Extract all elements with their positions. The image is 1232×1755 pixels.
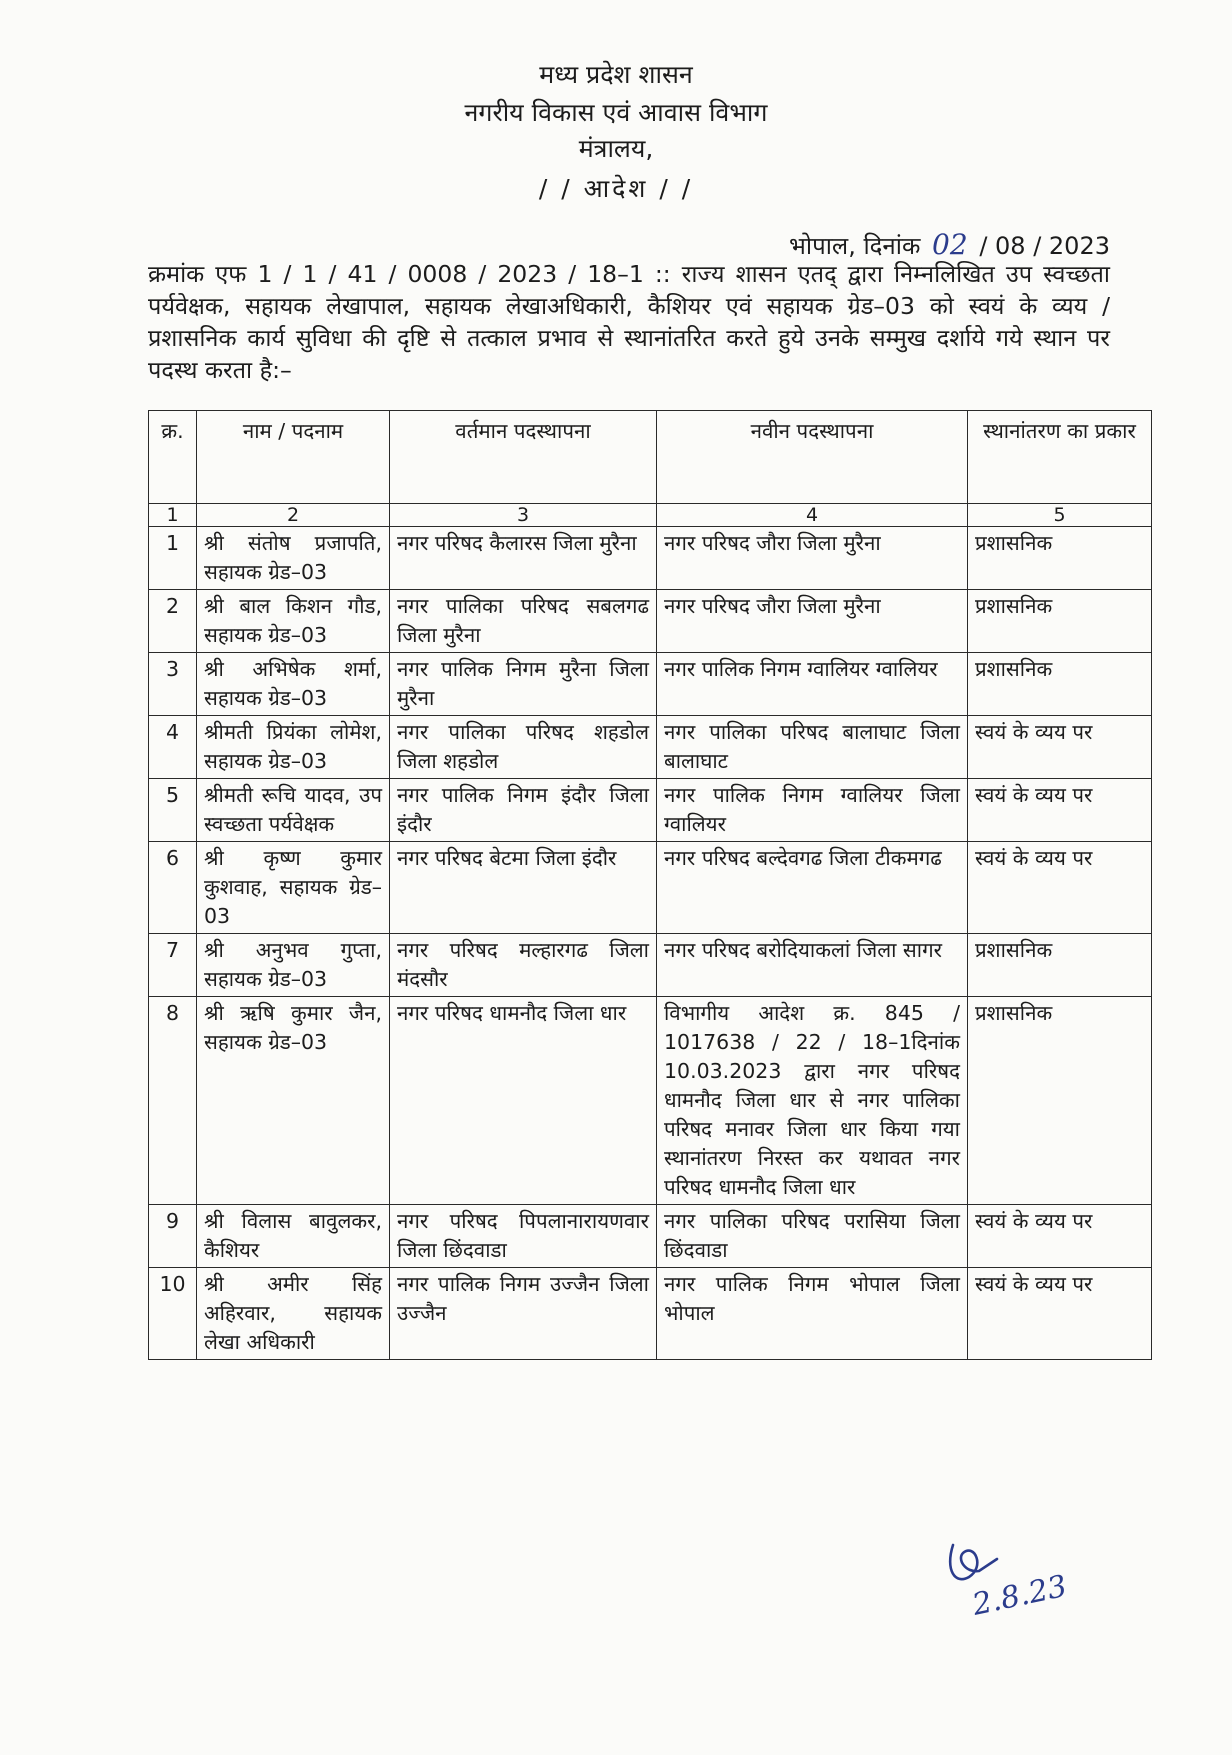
col-header-transfer-type: स्थानांतरण का प्रकार bbox=[968, 411, 1152, 504]
col-number: 3 bbox=[390, 504, 657, 527]
table-row bbox=[149, 653, 1152, 716]
row-transfer-type: प्रशासनिक bbox=[968, 590, 1152, 653]
row-name: श्री ऋषि कुमार जैन, सहायक ग्रेड–03 bbox=[197, 997, 390, 1205]
row-new-posting: नगर पालिक निगम ग्वालियर जिला ग्वालियर bbox=[657, 779, 968, 842]
row-new-posting: विभागीय आदेश क्र. 845 / 1017638 / 22 / 18–1दिनांक 10.03.2023 द्वारा नगर परिषद धामनौद जिला धार से नगर पालिका परिषद मनावर जिला धार किया गया स्थानांतरण निरस्त कर यथावत नगर परिषद धामनौद जिला धार bbox=[657, 997, 968, 1205]
table-row bbox=[149, 997, 1152, 1205]
row-name: श्री बाल किशन गौड, सहायक ग्रेड–03 bbox=[197, 590, 390, 653]
row-current-posting: नगर पालिका परिषद सबलगढ जिला मुरैना bbox=[390, 590, 657, 653]
row-current-posting: नगर पालिक निगम उज्जैन जिला उज्जैन bbox=[390, 1268, 657, 1360]
header-row bbox=[149, 411, 1152, 504]
order-heading: / / आदेश / / bbox=[538, 174, 694, 203]
row-new-posting: नगर परिषद बल्देवगढ जिला टीकमगढ bbox=[657, 842, 968, 934]
row-sn: 8 bbox=[149, 997, 197, 1205]
table-row bbox=[149, 716, 1152, 779]
row-transfer-type: स्वयं के व्यय पर bbox=[968, 779, 1152, 842]
col-header-current-posting: वर्तमान पदस्थापना bbox=[390, 411, 657, 504]
col-number: 4 bbox=[657, 504, 968, 527]
row-sn: 3 bbox=[149, 653, 197, 716]
row-current-posting: नगर परिषद धामनौद जिला धार bbox=[390, 997, 657, 1205]
row-transfer-type: स्वयं के व्यय पर bbox=[968, 716, 1152, 779]
signature-date: 2.8.23 bbox=[969, 1568, 1070, 1623]
row-current-posting: नगर परिषद पिपलानारायणवार जिला छिंदवाडा bbox=[390, 1205, 657, 1268]
order-text: क्रमांक एफ 1 / 1 / 41 / 0008 / 2023 / 18–1 :: राज्य शासन एतद् द्वारा निम्नलिखित उप स्वच्छता पर्यवेक्षक, सहायक लेखापाल, सहायक लेखाअधिकारी, कैशियर एवं सहायक ग्रेड–03 को स्वयं के व्यय / प्रशासनिक कार्य सुविधा की दृष्टि से तत्काल प्रभाव से स्थानांतरित करते हुये उनके सम्मुख दर्शाये गये स्थान पर पदस्थ करता है:– bbox=[148, 260, 1110, 384]
row-current-posting: नगर परिषद कैलारस जिला मुरैना bbox=[390, 527, 657, 590]
table-row bbox=[149, 1205, 1152, 1268]
row-transfer-type: प्रशासनिक bbox=[968, 527, 1152, 590]
date-day-handwritten: 02 bbox=[932, 228, 968, 261]
column-number-row bbox=[149, 504, 1152, 527]
row-sn: 7 bbox=[149, 934, 197, 997]
col-header-sn: क्र. bbox=[149, 411, 197, 504]
row-new-posting: नगर पालिका परिषद बालाघाट जिला बालाघाट bbox=[657, 716, 968, 779]
row-sn: 2 bbox=[149, 590, 197, 653]
department-title: नगरीय विकास एवं आवास विभाग bbox=[464, 98, 768, 127]
table-row bbox=[149, 779, 1152, 842]
row-sn: 9 bbox=[149, 1205, 197, 1268]
row-sn: 4 bbox=[149, 716, 197, 779]
row-new-posting: नगर परिषद बरोदियाकलां जिला सागर bbox=[657, 934, 968, 997]
row-new-posting: नगर परिषद जौरा जिला मुरैना bbox=[657, 590, 968, 653]
row-new-posting: नगर पालिका परिषद परासिया जिला छिंदवाडा bbox=[657, 1205, 968, 1268]
row-sn: 5 bbox=[149, 779, 197, 842]
row-name: श्री संतोष प्रजापति, सहायक ग्रेड–03 bbox=[197, 527, 390, 590]
table-row bbox=[149, 527, 1152, 590]
col-header-new-posting: नवीन पदस्थापना bbox=[657, 411, 968, 504]
row-transfer-type: प्रशासनिक bbox=[968, 997, 1152, 1205]
row-transfer-type: स्वयं के व्यय पर bbox=[968, 1268, 1152, 1360]
row-transfer-type: स्वयं के व्यय पर bbox=[968, 1205, 1152, 1268]
col-number: 2 bbox=[197, 504, 390, 527]
col-number: 1 bbox=[149, 504, 197, 527]
row-current-posting: नगर पालिक निगम मुरैना जिला मुरैना bbox=[390, 653, 657, 716]
row-current-posting: नगर पालिका परिषद शहडोल जिला शहडोल bbox=[390, 716, 657, 779]
table-row bbox=[149, 1268, 1152, 1360]
row-transfer-type: स्वयं के व्यय पर bbox=[968, 842, 1152, 934]
govt-title: मध्य प्रदेश शासन bbox=[539, 60, 693, 89]
row-current-posting: नगर परिषद बेटमा जिला इंदौर bbox=[390, 842, 657, 934]
row-sn: 1 bbox=[149, 527, 197, 590]
row-name: श्रीमती प्रियंका लोमेश, सहायक ग्रेड–03 bbox=[197, 716, 390, 779]
row-name: श्री विलास बावुलकर, कैशियर bbox=[197, 1205, 390, 1268]
row-transfer-type: प्रशासनिक bbox=[968, 934, 1152, 997]
row-sn: 10 bbox=[149, 1268, 197, 1360]
table-row bbox=[149, 842, 1152, 934]
row-name: श्री अनुभव गुप्ता, सहायक ग्रेड–03 bbox=[197, 934, 390, 997]
row-sn: 6 bbox=[149, 842, 197, 934]
transfer-table bbox=[148, 410, 1152, 1360]
order-date bbox=[789, 228, 1110, 262]
row-name: श्रीमती रूचि यादव, उप स्वच्छता पर्यवेक्षक bbox=[197, 779, 390, 842]
date-month-year: / 08 / 2023 bbox=[979, 232, 1110, 260]
row-name: श्री कृष्ण कुमार कुशवाह, सहायक ग्रेड–03 bbox=[197, 842, 390, 934]
table-row bbox=[149, 934, 1152, 997]
row-transfer-type: प्रशासनिक bbox=[968, 653, 1152, 716]
row-new-posting: नगर परिषद जौरा जिला मुरैना bbox=[657, 527, 968, 590]
table-row bbox=[149, 590, 1152, 653]
col-header-name: नाम / पदनाम bbox=[197, 411, 390, 504]
row-name: श्री अमीर सिंह अहिरवार, सहायक लेखा अधिकारी bbox=[197, 1268, 390, 1360]
initials-signature bbox=[935, 1515, 1095, 1635]
date-prefix: भोपाल, दिनांक bbox=[788, 232, 921, 260]
row-current-posting: नगर परिषद मल्हारगढ जिला मंदसौर bbox=[390, 934, 657, 997]
ministry-title: मंत्रालय, bbox=[578, 134, 654, 163]
row-name: श्री अभिषेक शर्मा, सहायक ग्रेड–03 bbox=[197, 653, 390, 716]
row-new-posting: नगर पालिक निगम भोपाल जिला भोपाल bbox=[657, 1268, 968, 1360]
row-current-posting: नगर पालिक निगम इंदौर जिला इंदौर bbox=[390, 779, 657, 842]
row-new-posting: नगर पालिक निगम ग्वालियर ग्वालियर bbox=[657, 653, 968, 716]
col-number: 5 bbox=[968, 504, 1152, 527]
